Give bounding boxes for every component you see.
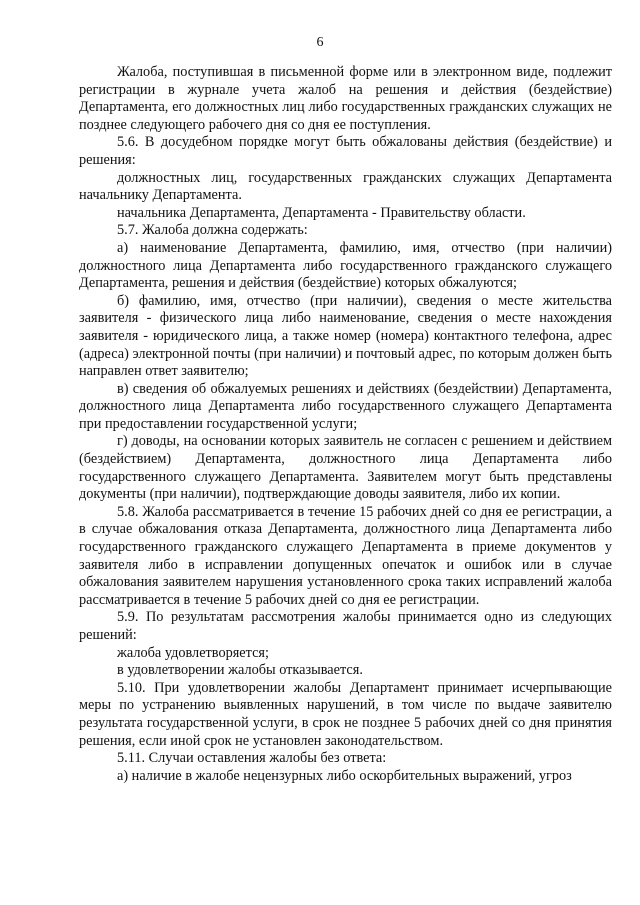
paragraph: жалоба удовлетворяется;	[117, 644, 269, 661]
paragraph: в удовлетворении жалобы отказывается.	[117, 662, 363, 679]
paragraph: 5.7. Жалоба должна содержать:	[117, 222, 308, 239]
paragraph: 5.8. Жалоба рассматривается в течение 15 рабочих дней со дня ее регистрации, а в случае обжалования отказа Департамента, должностного лица Департамента либо государственного гражданского служащего Департамента в приеме документов у заявителя либо в исправлении допущенных опечаток и ошибок или в случае обжалования заявителем нарушения установленного срока таких исправлений жалоба рассматривается в течение 5 рабочих дней со дня ее регистрации.	[79, 503, 612, 608]
paragraph: г) доводы, на основании которых заявитель не согласен с решением и действием (бездействием) Департамента, должностного лица Департамента либо государственного служащего Департамента. Заявителем могут быть представлены документы (при наличии), подтверждающие доводы заявителя, либо их копии.	[79, 433, 612, 503]
document-body	[79, 64, 612, 785]
paragraph: б) фамилию, имя, отчество (при наличии), сведения о месте жительства заявителя - физического лица либо наименование, сведения о месте нахождения заявителя - юридического лица, а также номер (номера) контактного телефона, адрес (адреса) электронной почты (при наличии) и почтовый адрес, по которым должен быть направлен ответ заявителю;	[79, 292, 612, 380]
page-number: 6	[316, 35, 324, 50]
paragraph: а) наличие в жалобе нецензурных либо оскорбительных выражений, угроз	[117, 767, 572, 784]
paragraph: в) сведения об обжалуемых решениях и действиях (бездействии) Департамента, должностного лица Департамента либо государственного служащего Департамента при предоставлении государственной услуги;	[79, 380, 612, 432]
paragraph: 5.11. Случаи оставления жалобы без ответа:	[117, 750, 387, 767]
paragraph: 5.9. По результатам рассмотрения жалобы принимается одно из следующих решений:	[79, 609, 612, 643]
paragraph: Жалоба, поступившая в письменной форме или в электронном виде, подлежит регистрации в журнале учета жалоб на решения и действия (бездействие) Департамента, его должностных лиц либо государственных гражданских служащих не позднее следующего рабочего дня со дня ее поступления.	[79, 64, 612, 133]
paragraph: 5.6. В досудебном порядке могут быть обжалованы действия (бездействие) и решения:	[79, 134, 612, 168]
paragraph: начальника Департамента, Департамента - Правительству области.	[117, 204, 526, 221]
paragraph: 5.10. При удовлетворении жалобы Департамент принимает исчерпывающие меры по устранению выявленных нарушений, в том числе по выдаче заявителю результата государственной услуги, в срок не позднее 5 рабочих дней со дня принятия решения, если иной срок не установлен законодательством.	[79, 679, 612, 749]
paragraph: а) наименование Департамента, фамилию, имя, отчество (при наличии) должностного лица Департамента либо государственного гражданского служащего Департамента, решения и действия (бездействие) которых обжалуются;	[79, 239, 612, 292]
paragraph: должностных лиц, государственных гражданских служащих Департамента начальнику Департамента.	[79, 169, 612, 204]
